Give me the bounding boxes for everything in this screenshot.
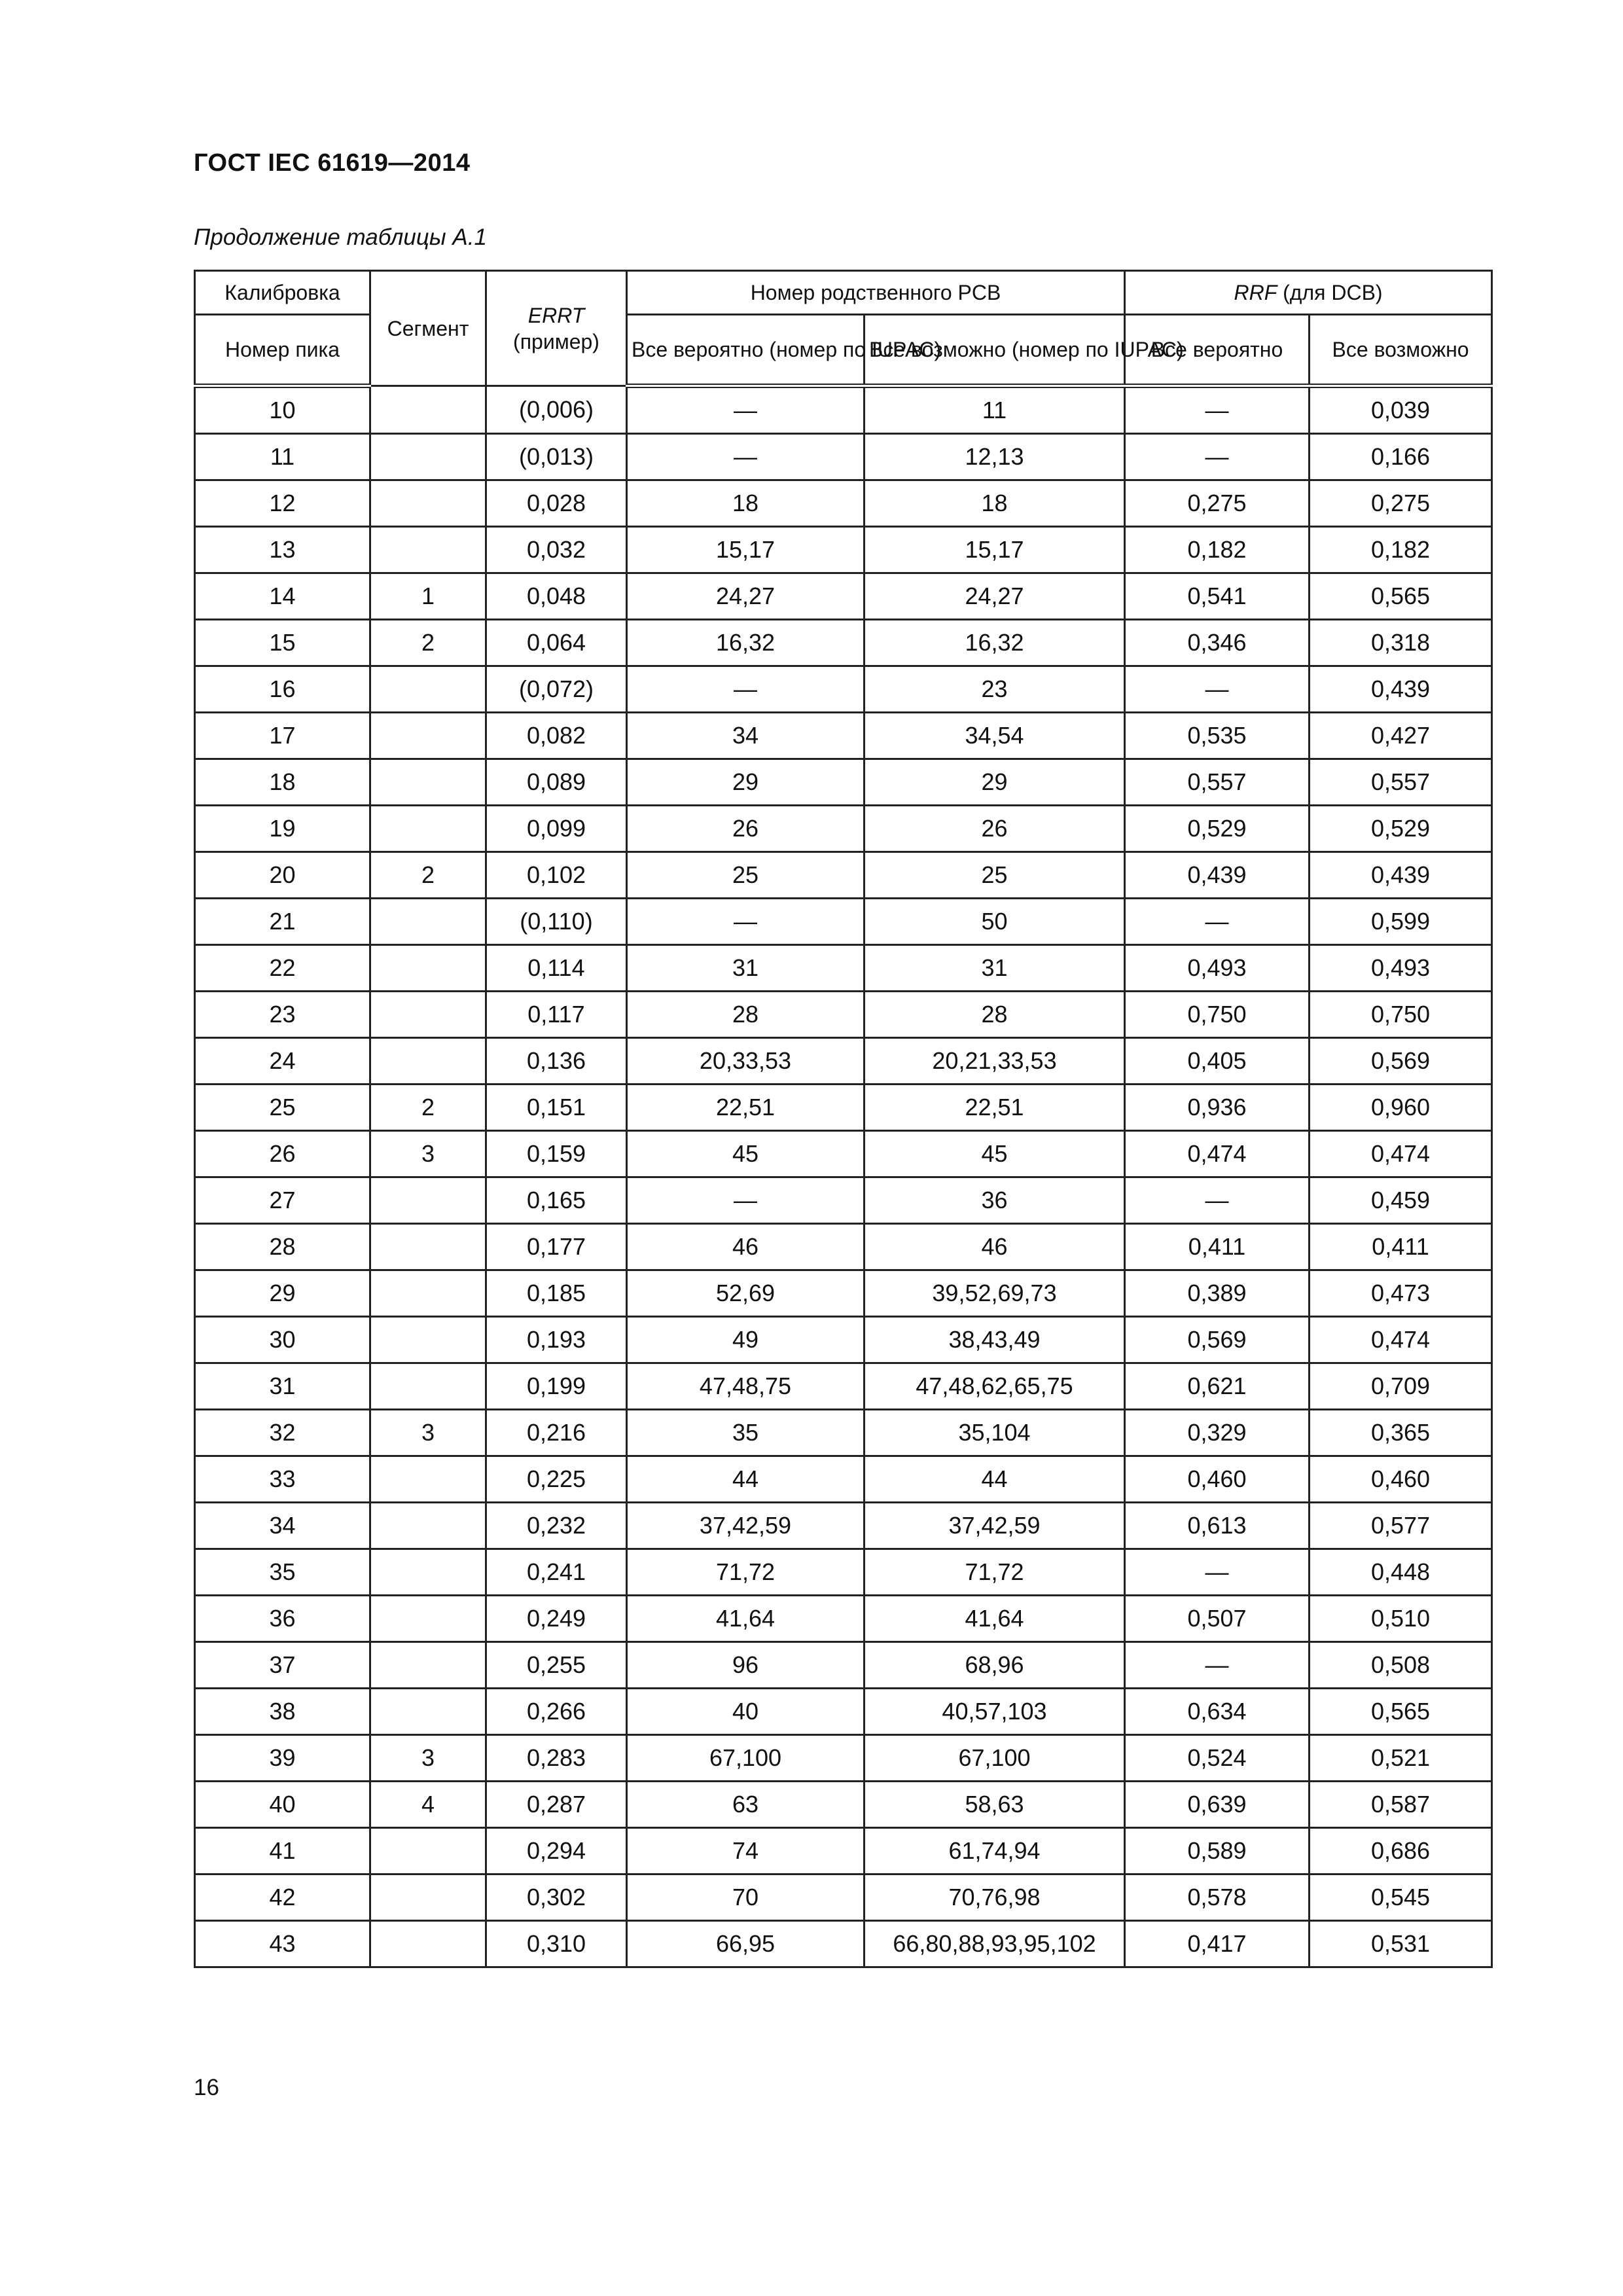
cell-segment: [370, 434, 486, 480]
cell-rrf-all-probable: 0,460: [1125, 1456, 1310, 1503]
cell-pcb-all-probable: 67,100: [627, 1735, 865, 1782]
table-row: [195, 386, 1492, 434]
cell-segment: 4: [370, 1782, 486, 1828]
cell-rrf-all-probable: 0,346: [1125, 620, 1310, 666]
cell-pcb-all-probable: —: [627, 386, 865, 434]
cell-pcb-all-probable: 45: [627, 1131, 865, 1177]
cell-rrf-all-possible: 0,473: [1310, 1270, 1492, 1317]
cell-rrf-all-possible: 0,439: [1310, 666, 1492, 713]
cell-pcb-all-possible: 37,42,59: [865, 1503, 1125, 1549]
cell-peak-number: 29: [195, 1270, 370, 1317]
cell-peak-number: 25: [195, 1085, 370, 1131]
cell-rrf-all-probable: 0,411: [1125, 1224, 1310, 1270]
cell-rrf-all-probable: —: [1125, 1177, 1310, 1224]
cell-pcb-all-possible: 20,21,33,53: [865, 1038, 1125, 1085]
cell-errt: 0,136: [486, 1038, 627, 1085]
cell-pcb-all-probable: 71,72: [627, 1549, 865, 1596]
cell-segment: [370, 1503, 486, 1549]
table-row: [195, 1642, 1492, 1689]
cell-peak-number: 39: [195, 1735, 370, 1782]
table-row: [195, 1131, 1492, 1177]
cell-rrf-all-probable: —: [1125, 1642, 1310, 1689]
cell-rrf-all-possible: 0,448: [1310, 1549, 1492, 1596]
table-row: [195, 666, 1492, 713]
cell-errt: (0,072): [486, 666, 627, 713]
cell-pcb-all-possible: 15,17: [865, 527, 1125, 573]
cell-segment: [370, 1642, 486, 1689]
cell-errt: 0,089: [486, 759, 627, 806]
cell-peak-number: 15: [195, 620, 370, 666]
cell-rrf-all-possible: 0,493: [1310, 945, 1492, 992]
cell-errt: 0,287: [486, 1782, 627, 1828]
table-row: [195, 852, 1492, 899]
header-peak-number: Номер пика: [195, 315, 370, 386]
cell-rrf-all-possible: 0,569: [1310, 1038, 1492, 1085]
cell-rrf-all-possible: 0,557: [1310, 759, 1492, 806]
table-row: [195, 1456, 1492, 1503]
cell-errt: 0,283: [486, 1735, 627, 1782]
cell-segment: 2: [370, 1085, 486, 1131]
cell-errt: 0,028: [486, 480, 627, 527]
cell-pcb-all-possible: 24,27: [865, 573, 1125, 620]
cell-segment: [370, 1317, 486, 1363]
cell-rrf-all-possible: 0,182: [1310, 527, 1492, 573]
cell-pcb-all-possible: 34,54: [865, 713, 1125, 759]
cell-peak-number: 23: [195, 992, 370, 1038]
cell-segment: [370, 1549, 486, 1596]
cell-peak-number: 33: [195, 1456, 370, 1503]
cell-rrf-all-probable: 0,405: [1125, 1038, 1310, 1085]
cell-errt: 0,310: [486, 1921, 627, 1967]
cell-pcb-all-probable: 16,32: [627, 620, 865, 666]
table-row: [195, 1596, 1492, 1642]
header-all-probable: Все вероятно: [1125, 315, 1310, 386]
cell-pcb-all-possible: 70,76,98: [865, 1874, 1125, 1921]
cell-rrf-all-possible: 0,531: [1310, 1921, 1492, 1967]
table-row: [195, 1317, 1492, 1363]
cell-pcb-all-possible: 67,100: [865, 1735, 1125, 1782]
cell-rrf-all-probable: 0,524: [1125, 1735, 1310, 1782]
cell-peak-number: 17: [195, 713, 370, 759]
cell-peak-number: 41: [195, 1828, 370, 1874]
cell-pcb-all-possible: 28: [865, 992, 1125, 1038]
cell-pcb-all-possible: 41,64: [865, 1596, 1125, 1642]
cell-errt: 0,082: [486, 713, 627, 759]
cell-pcb-all-possible: 39,52,69,73: [865, 1270, 1125, 1317]
cell-pcb-all-probable: 28: [627, 992, 865, 1038]
cell-peak-number: 22: [195, 945, 370, 992]
cell-pcb-all-possible: 58,63: [865, 1782, 1125, 1828]
cell-rrf-all-possible: 0,474: [1310, 1317, 1492, 1363]
cell-rrf-all-probable: —: [1125, 1549, 1310, 1596]
cell-segment: [370, 1270, 486, 1317]
cell-rrf-all-probable: —: [1125, 899, 1310, 945]
header-related-pcb: Номер родственного PCB: [627, 271, 1125, 315]
table-row: [195, 1921, 1492, 1967]
table-row: [195, 1177, 1492, 1224]
cell-peak-number: 28: [195, 1224, 370, 1270]
cell-errt: 0,225: [486, 1456, 627, 1503]
table-row: [195, 434, 1492, 480]
cell-rrf-all-possible: 0,577: [1310, 1503, 1492, 1549]
cell-rrf-all-probable: 0,329: [1125, 1410, 1310, 1456]
cell-rrf-all-probable: 0,578: [1125, 1874, 1310, 1921]
cell-pcb-all-possible: 44: [865, 1456, 1125, 1503]
cell-errt: 0,177: [486, 1224, 627, 1270]
cell-pcb-all-possible: 23: [865, 666, 1125, 713]
table-row: [195, 1828, 1492, 1874]
cell-pcb-all-possible: 47,48,62,65,75: [865, 1363, 1125, 1410]
cell-errt: 0,216: [486, 1410, 627, 1456]
cell-peak-number: 27: [195, 1177, 370, 1224]
cell-rrf-all-probable: 0,529: [1125, 806, 1310, 852]
cell-peak-number: 43: [195, 1921, 370, 1967]
cell-rrf-all-probable: 0,936: [1125, 1085, 1310, 1131]
cell-peak-number: 34: [195, 1503, 370, 1549]
cell-segment: [370, 527, 486, 573]
table-row: [195, 759, 1492, 806]
cell-rrf-all-probable: 0,589: [1125, 1828, 1310, 1874]
table-body: [195, 386, 1492, 1967]
cell-errt: (0,013): [486, 434, 627, 480]
cell-pcb-all-possible: 66,80,88,93,95,102: [865, 1921, 1125, 1967]
cell-rrf-all-probable: 0,634: [1125, 1689, 1310, 1735]
cell-segment: [370, 1689, 486, 1735]
cell-peak-number: 35: [195, 1549, 370, 1596]
cell-errt: 0,048: [486, 573, 627, 620]
cell-errt: 0,102: [486, 852, 627, 899]
cell-segment: [370, 1363, 486, 1410]
cell-rrf-all-possible: 0,474: [1310, 1131, 1492, 1177]
cell-rrf-all-possible: 0,709: [1310, 1363, 1492, 1410]
header-rrf-note: (для DCB): [1277, 281, 1383, 304]
cell-pcb-all-probable: 35: [627, 1410, 865, 1456]
cell-segment: [370, 759, 486, 806]
cell-rrf-all-probable: 0,541: [1125, 573, 1310, 620]
cell-pcb-all-probable: 66,95: [627, 1921, 865, 1967]
cell-rrf-all-probable: —: [1125, 666, 1310, 713]
cell-peak-number: 20: [195, 852, 370, 899]
cell-peak-number: 10: [195, 386, 370, 434]
table-row: [195, 1224, 1492, 1270]
cell-segment: [370, 386, 486, 434]
cell-peak-number: 30: [195, 1317, 370, 1363]
cell-segment: [370, 713, 486, 759]
cell-peak-number: 16: [195, 666, 370, 713]
cell-peak-number: 31: [195, 1363, 370, 1410]
cell-segment: 2: [370, 852, 486, 899]
cell-segment: [370, 480, 486, 527]
cell-pcb-all-possible: 18: [865, 480, 1125, 527]
cell-rrf-all-probable: 0,507: [1125, 1596, 1310, 1642]
cell-rrf-all-probable: 0,621: [1125, 1363, 1310, 1410]
cell-rrf-all-possible: 0,750: [1310, 992, 1492, 1038]
cell-segment: 2: [370, 620, 486, 666]
cell-pcb-all-probable: 18: [627, 480, 865, 527]
cell-rrf-all-possible: 0,960: [1310, 1085, 1492, 1131]
cell-peak-number: 26: [195, 1131, 370, 1177]
cell-rrf-all-possible: 0,411: [1310, 1224, 1492, 1270]
cell-peak-number: 38: [195, 1689, 370, 1735]
cell-pcb-all-probable: —: [627, 434, 865, 480]
cell-errt: 0,064: [486, 620, 627, 666]
cell-pcb-all-possible: 61,74,94: [865, 1828, 1125, 1874]
table-row: [195, 1363, 1492, 1410]
cell-segment: [370, 1874, 486, 1921]
header-all-possible-iupac: Все возможно (номер по IUPAC): [865, 315, 1125, 386]
cell-segment: 3: [370, 1735, 486, 1782]
cell-peak-number: 37: [195, 1642, 370, 1689]
data-table: [194, 270, 1493, 1968]
cell-rrf-all-probable: 0,389: [1125, 1270, 1310, 1317]
cell-pcb-all-possible: 22,51: [865, 1085, 1125, 1131]
cell-peak-number: 36: [195, 1596, 370, 1642]
cell-peak-number: 11: [195, 434, 370, 480]
cell-pcb-all-probable: 44: [627, 1456, 865, 1503]
cell-rrf-all-possible: 0,439: [1310, 852, 1492, 899]
cell-pcb-all-probable: 46: [627, 1224, 865, 1270]
cell-pcb-all-probable: 40: [627, 1689, 865, 1735]
cell-rrf-all-possible: 0,508: [1310, 1642, 1492, 1689]
header-errt: [486, 271, 627, 386]
cell-errt: 0,249: [486, 1596, 627, 1642]
cell-pcb-all-possible: 31: [865, 945, 1125, 992]
cell-pcb-all-possible: 46: [865, 1224, 1125, 1270]
cell-pcb-all-probable: 29: [627, 759, 865, 806]
cell-pcb-all-probable: 70: [627, 1874, 865, 1921]
cell-errt: 0,266: [486, 1689, 627, 1735]
cell-pcb-all-probable: —: [627, 899, 865, 945]
cell-peak-number: 14: [195, 573, 370, 620]
header-errt-label: ERRT: [527, 303, 585, 327]
document-header: ГОСТ IEC 61619—2014: [194, 149, 471, 177]
cell-rrf-all-probable: —: [1125, 434, 1310, 480]
cell-pcb-all-probable: 49: [627, 1317, 865, 1363]
cell-rrf-all-possible: 0,529: [1310, 806, 1492, 852]
cell-peak-number: 19: [195, 806, 370, 852]
cell-rrf-all-possible: 0,565: [1310, 1689, 1492, 1735]
cell-pcb-all-possible: 25: [865, 852, 1125, 899]
cell-errt: 0,159: [486, 1131, 627, 1177]
cell-pcb-all-probable: 52,69: [627, 1270, 865, 1317]
cell-rrf-all-possible: 0,318: [1310, 620, 1492, 666]
cell-pcb-all-possible: 11: [865, 386, 1125, 434]
cell-rrf-all-possible: 0,275: [1310, 480, 1492, 527]
table-row: [195, 620, 1492, 666]
table-row: [195, 1735, 1492, 1782]
table-row: [195, 1038, 1492, 1085]
cell-peak-number: 40: [195, 1782, 370, 1828]
table-row: [195, 527, 1492, 573]
table-row: [195, 899, 1492, 945]
cell-rrf-all-probable: —: [1125, 386, 1310, 434]
cell-pcb-all-possible: 40,57,103: [865, 1689, 1125, 1735]
cell-rrf-all-possible: 0,521: [1310, 1735, 1492, 1782]
cell-segment: [370, 992, 486, 1038]
cell-pcb-all-possible: 38,43,49: [865, 1317, 1125, 1363]
table-caption: Продолжение таблицы А.1: [194, 224, 487, 250]
page-number: 16: [194, 2075, 219, 2100]
cell-rrf-all-probable: 0,493: [1125, 945, 1310, 992]
table-row: [195, 1689, 1492, 1735]
cell-errt: 0,241: [486, 1549, 627, 1596]
cell-rrf-all-probable: 0,439: [1125, 852, 1310, 899]
cell-errt: 0,117: [486, 992, 627, 1038]
cell-peak-number: 21: [195, 899, 370, 945]
table-row: [195, 1874, 1492, 1921]
cell-peak-number: 12: [195, 480, 370, 527]
cell-rrf-all-possible: 0,460: [1310, 1456, 1492, 1503]
table-row: [195, 1549, 1492, 1596]
cell-errt: 0,032: [486, 527, 627, 573]
cell-errt: 0,099: [486, 806, 627, 852]
header-rrf-label: RRF: [1234, 281, 1277, 304]
cell-peak-number: 32: [195, 1410, 370, 1456]
cell-rrf-all-probable: 0,275: [1125, 480, 1310, 527]
cell-segment: 3: [370, 1131, 486, 1177]
cell-pcb-all-probable: 34: [627, 713, 865, 759]
cell-segment: [370, 1177, 486, 1224]
cell-peak-number: 24: [195, 1038, 370, 1085]
cell-errt: 0,151: [486, 1085, 627, 1131]
cell-pcb-all-possible: 12,13: [865, 434, 1125, 480]
cell-errt: 0,294: [486, 1828, 627, 1874]
cell-pcb-all-possible: 50: [865, 899, 1125, 945]
cell-rrf-all-possible: 0,459: [1310, 1177, 1492, 1224]
table-row: [195, 945, 1492, 992]
cell-pcb-all-probable: —: [627, 1177, 865, 1224]
cell-errt: 0,255: [486, 1642, 627, 1689]
cell-errt: 0,114: [486, 945, 627, 992]
cell-pcb-all-probable: 24,27: [627, 573, 865, 620]
cell-pcb-all-probable: 41,64: [627, 1596, 865, 1642]
cell-segment: 3: [370, 1410, 486, 1456]
header-segment: Сегмент: [370, 271, 486, 386]
cell-segment: [370, 1596, 486, 1642]
table-row: [195, 1085, 1492, 1131]
cell-pcb-all-probable: 74: [627, 1828, 865, 1874]
cell-pcb-all-probable: 22,51: [627, 1085, 865, 1131]
cell-peak-number: 42: [195, 1874, 370, 1921]
table-row: [195, 806, 1492, 852]
cell-segment: [370, 1828, 486, 1874]
cell-rrf-all-probable: 0,613: [1125, 1503, 1310, 1549]
cell-pcb-all-probable: 15,17: [627, 527, 865, 573]
cell-rrf-all-probable: 0,474: [1125, 1131, 1310, 1177]
table-row: [195, 1782, 1492, 1828]
cell-pcb-all-probable: 37,42,59: [627, 1503, 865, 1549]
table-row: [195, 480, 1492, 527]
cell-segment: [370, 1224, 486, 1270]
cell-rrf-all-possible: 0,599: [1310, 899, 1492, 945]
cell-pcb-all-probable: 47,48,75: [627, 1363, 865, 1410]
cell-pcb-all-probable: 26: [627, 806, 865, 852]
table-row: [195, 1503, 1492, 1549]
header-all-probable-iupac: Все вероятно (номер по IUPAC): [627, 315, 865, 386]
cell-pcb-all-probable: 20,33,53: [627, 1038, 865, 1085]
cell-rrf-all-possible: 0,039: [1310, 386, 1492, 434]
cell-pcb-all-possible: 45: [865, 1131, 1125, 1177]
cell-rrf-all-probable: 0,639: [1125, 1782, 1310, 1828]
cell-pcb-all-possible: 35,104: [865, 1410, 1125, 1456]
cell-rrf-all-possible: 0,545: [1310, 1874, 1492, 1921]
cell-rrf-all-possible: 0,686: [1310, 1828, 1492, 1874]
cell-pcb-all-possible: 71,72: [865, 1549, 1125, 1596]
cell-rrf-all-probable: 0,182: [1125, 527, 1310, 573]
cell-errt: 0,302: [486, 1874, 627, 1921]
table-row: [195, 1410, 1492, 1456]
table-row: [195, 573, 1492, 620]
cell-rrf-all-possible: 0,565: [1310, 573, 1492, 620]
cell-peak-number: 18: [195, 759, 370, 806]
cell-segment: [370, 1921, 486, 1967]
cell-pcb-all-probable: 25: [627, 852, 865, 899]
cell-pcb-all-possible: 68,96: [865, 1642, 1125, 1689]
cell-rrf-all-possible: 0,365: [1310, 1410, 1492, 1456]
cell-rrf-all-probable: 0,557: [1125, 759, 1310, 806]
cell-rrf-all-probable: 0,417: [1125, 1921, 1310, 1967]
cell-rrf-all-possible: 0,427: [1310, 713, 1492, 759]
cell-segment: [370, 666, 486, 713]
cell-errt: 0,199: [486, 1363, 627, 1410]
table-row: [195, 1270, 1492, 1317]
cell-errt: (0,110): [486, 899, 627, 945]
cell-segment: 1: [370, 573, 486, 620]
table-row: [195, 713, 1492, 759]
cell-errt: 0,232: [486, 1503, 627, 1549]
cell-pcb-all-probable: 31: [627, 945, 865, 992]
cell-segment: [370, 899, 486, 945]
cell-rrf-all-probable: 0,569: [1125, 1317, 1310, 1363]
cell-rrf-all-probable: 0,750: [1125, 992, 1310, 1038]
cell-pcb-all-possible: 16,32: [865, 620, 1125, 666]
cell-segment: [370, 1038, 486, 1085]
header-rrf: [1125, 271, 1492, 315]
cell-errt: 0,165: [486, 1177, 627, 1224]
cell-rrf-all-possible: 0,587: [1310, 1782, 1492, 1828]
cell-peak-number: 13: [195, 527, 370, 573]
cell-pcb-all-probable: —: [627, 666, 865, 713]
cell-pcb-all-probable: 96: [627, 1642, 865, 1689]
table-row: [195, 992, 1492, 1038]
cell-rrf-all-probable: 0,535: [1125, 713, 1310, 759]
header-calibration: Калибровка: [195, 271, 370, 315]
cell-errt: 0,185: [486, 1270, 627, 1317]
cell-rrf-all-possible: 0,510: [1310, 1596, 1492, 1642]
cell-rrf-all-possible: 0,166: [1310, 434, 1492, 480]
cell-pcb-all-possible: 36: [865, 1177, 1125, 1224]
table-header: [195, 271, 1492, 386]
cell-errt: (0,006): [486, 386, 627, 434]
cell-errt: 0,193: [486, 1317, 627, 1363]
cell-segment: [370, 806, 486, 852]
cell-segment: [370, 1456, 486, 1503]
header-all-possible: Все возможно: [1310, 315, 1492, 386]
cell-pcb-all-possible: 29: [865, 759, 1125, 806]
header-errt-note: (пример): [513, 329, 599, 353]
cell-pcb-all-probable: 63: [627, 1782, 865, 1828]
cell-segment: [370, 945, 486, 992]
cell-pcb-all-possible: 26: [865, 806, 1125, 852]
